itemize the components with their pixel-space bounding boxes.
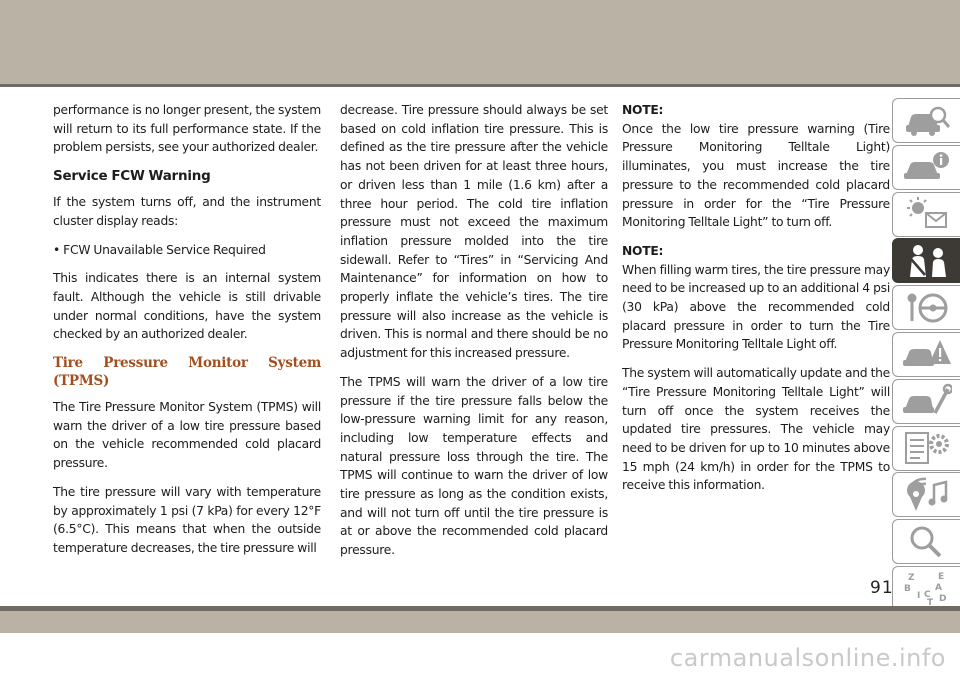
header-rule [0,84,960,87]
text-column-3 [622,101,890,505]
chapter-tabs [892,98,960,613]
paragraph: This indicates there is an internal system fault. Although the vehicle is still drivable under normal conditions, have the system checked by an authorized dealer. [53,271,321,342]
car-magnifier-icon [902,103,952,139]
tab-index[interactable] [892,566,960,611]
seatbelt-airbag-icon [902,243,952,279]
note-label: NOTE: [622,243,664,258]
bullet-item: • FCW Unavailable Service Required [53,242,266,257]
paragraph: The Tire Pressure Monitor System (TPMS) will warn the driver of a low tire pressure based on the vehicle recommended cold placard pressure. [53,400,321,471]
svg-text:A: A [934,583,942,594]
header-band [0,0,960,84]
watermark: carmanualsonline.info [669,644,946,672]
svg-text:D: D [938,594,946,605]
svg-text:E: E [937,572,944,583]
tab-starting-operating[interactable] [892,285,960,330]
paragraph: If the system turns off, and the instrument cluster display reads: [53,195,321,228]
index-letters-icon [902,570,952,606]
car-info-icon [902,149,952,185]
tab-technical-specifications[interactable] [892,426,960,471]
paragraph: The tire pressure will vary with temperature by approximately 1 psi (7 kPa) for every 12°F (6.5°C). This means that when the outside temperature decreases, the tire pressure will [53,484,321,555]
tab-getting-to-know-vehicle[interactable] [892,98,960,143]
footer-band [0,611,960,633]
lights-message-icon [902,196,952,232]
tab-instrument-panel[interactable] [892,145,960,190]
text-column-2 [340,101,608,570]
tab-search[interactable] [892,519,960,564]
section-heading-tpms: Tire Pressure Monitor System (TPMS) [53,355,321,390]
paragraph: decrease. Tire pressure should always be set based on cold inflation tire pressure. This is defined as the tire pressure after the vehicle has not been driven for at least three hours, or driven less than 1 mile (1.6 km) after a three hour period. The cold tire inflation pressure must not exceed the maximum inflation pressure molded into the tire sidewall. Refer to “Tires” in “Servicing And Maintenance” for information on how to properly inflate the vehicle’s tires. The tire pressure will also increase as the vehicle is driven. This is normal and there should be no adjustment for this increased pressure. [340,103,608,361]
section-heading-service-fcw: Service FCW Warning [53,168,211,185]
tab-safety-lights[interactable] [892,192,960,237]
tab-multimedia[interactable] [892,472,960,517]
car-wrench-icon [902,383,952,419]
paragraph: The system will automatically update and the “Tire Pressure Monitoring Telltale Light” will turn off once the system receives the updated tire pressures. The vehicle may need to be driven for up to 10 minutes above 15 mph (24 km/h) in order for the TPMS to receive this information. [622,366,890,493]
svg-text:I: I [916,591,920,602]
car-warning-icon [902,336,952,372]
svg-text:C: C [923,590,931,601]
search-icon [902,524,952,560]
note-label: NOTE: [622,103,664,117]
specs-gear-icon [902,430,952,466]
svg-text:T: T [926,598,933,607]
tab-safety[interactable] [892,238,960,283]
note-text: When filling warm tires, the tire pressure may need to be increased up to an additional 4 psi (30 kPa) above the recommended cold placard pressure in order to turn the Tire Pressure Monitoring Telltale Light off. [622,262,890,352]
tab-servicing-maintenance[interactable] [892,379,960,424]
paragraph: performance is no longer present, the system will return to its full performance state. If the problem persists, see your authorized dealer. [53,103,321,155]
page-number: 91 [870,578,894,598]
svg-text:B: B [903,584,911,595]
note-text: Once the low tire pressure warning (Tire Pressure Monitoring Telltale Light) illuminates, you must increase the tire pressure to the recommended cold placard pressure in order for the “Tire Pressure Monitoring Telltale Light” to turn off. [622,121,890,230]
key-steering-wheel-icon [902,290,952,326]
svg-text:Z: Z [907,573,915,584]
text-column-1 [53,101,321,568]
tab-emergencies[interactable] [892,332,960,377]
paragraph: The TPMS will warn the driver of a low tire pressure if the tire pressure falls below the low-pressure warning limit for any reason, including low temperature effects and natural pressure loss through the tire. The TPMS will continue to warn the driver of low tire pressure as long as the condition exists, and will not turn off until the tire pressure is at or above the recommended cold placard pressure. [340,374,608,558]
multimedia-icon [902,477,952,513]
